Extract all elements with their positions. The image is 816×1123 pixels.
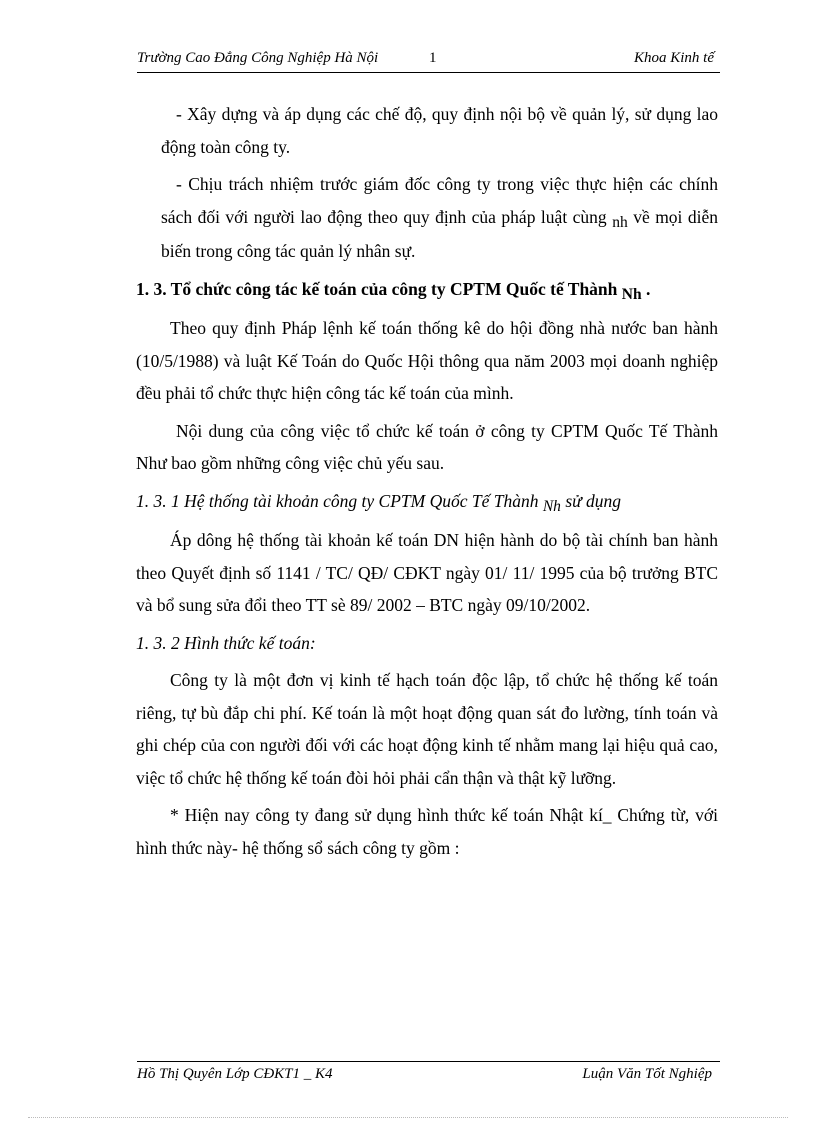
header-faculty: Khoa Kinh tế	[633, 50, 714, 66]
header-page-number: 1	[429, 50, 437, 66]
heading-1-3-1	[136, 485, 718, 520]
paragraph-2-fragment: nh	[612, 213, 628, 231]
heading-1-3-1-tail: sử dụng	[565, 490, 622, 511]
header-school: Trường Cao Đẳng Công Nghiệp Hà Nội	[137, 50, 379, 66]
document-body	[136, 98, 718, 864]
paragraph-7: * Hiện nay công ty đang sử dụng hình thức kế toán Nhật kí_ Chứng từ, với hình thức này- hệ thống sổ sách công ty gồm :	[136, 805, 718, 858]
paragraph-5: Áp dông hệ thống tài khoản kế toán DN hiện hành do bộ tài chính ban hành theo Quyết định số 1141 / TC/ QĐ/ CĐKT ngày 01/ 11/ 1995 của bộ trưởng BTC và bổ sung sửa đổi theo TT sè 89/ 2002 – BTC ngày 09/10/2002.	[136, 530, 718, 615]
paragraph-3: Theo quy định Pháp lệnh kế toán thống kê do hội đồng nhà nước ban hành (10/5/1988) và luật Kế Toán do Quốc Hội thông qua năm 2003 mọi doanh nghiệp đều phải tổ chức thực hiện công tác kế toán của mình.	[136, 318, 718, 403]
heading-1-3-text: 1. 3. Tổ chức công tác kế toán của công ty CPTM Quốc tế Thành	[136, 278, 618, 299]
heading-1-3-1-text: 1. 3. 1 Hệ thống tài khoản công ty CPTM Quốc Tế Thành	[136, 490, 539, 511]
heading-1-3-fragment: Nh	[621, 285, 642, 303]
paragraph-2-tail: về mọi diễn biến trong công tác quản lý nhân sự.	[161, 206, 719, 261]
paragraph-4: Nội dung của công việc tổ chức kế toán ở công ty CPTM Quốc Tế Thành Như bao gồm những công việc chủ yếu sau.	[136, 420, 718, 473]
page-edge-divider	[28, 1117, 788, 1118]
heading-1-3-tail: .	[645, 278, 651, 299]
paragraph-2	[136, 168, 718, 268]
page-header	[137, 48, 720, 73]
page-footer	[137, 1061, 720, 1088]
paragraph-6: Công ty là một đơn vị kinh tế hạch toán độc lập, tổ chức hệ thống kế toán riêng, tự bù đắp chi phí. Kế toán là một hoạt động quan sát đo lường, tính toán và ghi chép của con người đối với các hoạt động kinh tế nhằm mang lại hiệu quả cao, việc tổ chức hệ thống kế toán đòi hỏi phải cẩn thận và thật kỹ lưỡng.	[136, 670, 718, 788]
footer-author: Hồ Thị Quyên Lớp CĐKT1 _ K4	[137, 1066, 333, 1082]
heading-1-3-2: 1. 3. 2 Hình thức kế toán:	[136, 632, 316, 653]
footer-title: Luận Văn Tốt Nghiệp	[582, 1066, 712, 1082]
paragraph-2-text: - Chịu trách nhiệm trước giám đốc công ty trong việc thực hiện các chính sách đối với người lao động theo quy định của pháp luật cùng	[161, 174, 718, 227]
heading-1-3	[136, 273, 718, 308]
paragraph-1: - Xây dựng và áp dụng các chế độ, quy định nội bộ về quản lý, sử dụng lao động toàn công ty.	[161, 104, 718, 157]
heading-1-3-1-fragment: Nh	[542, 497, 561, 515]
